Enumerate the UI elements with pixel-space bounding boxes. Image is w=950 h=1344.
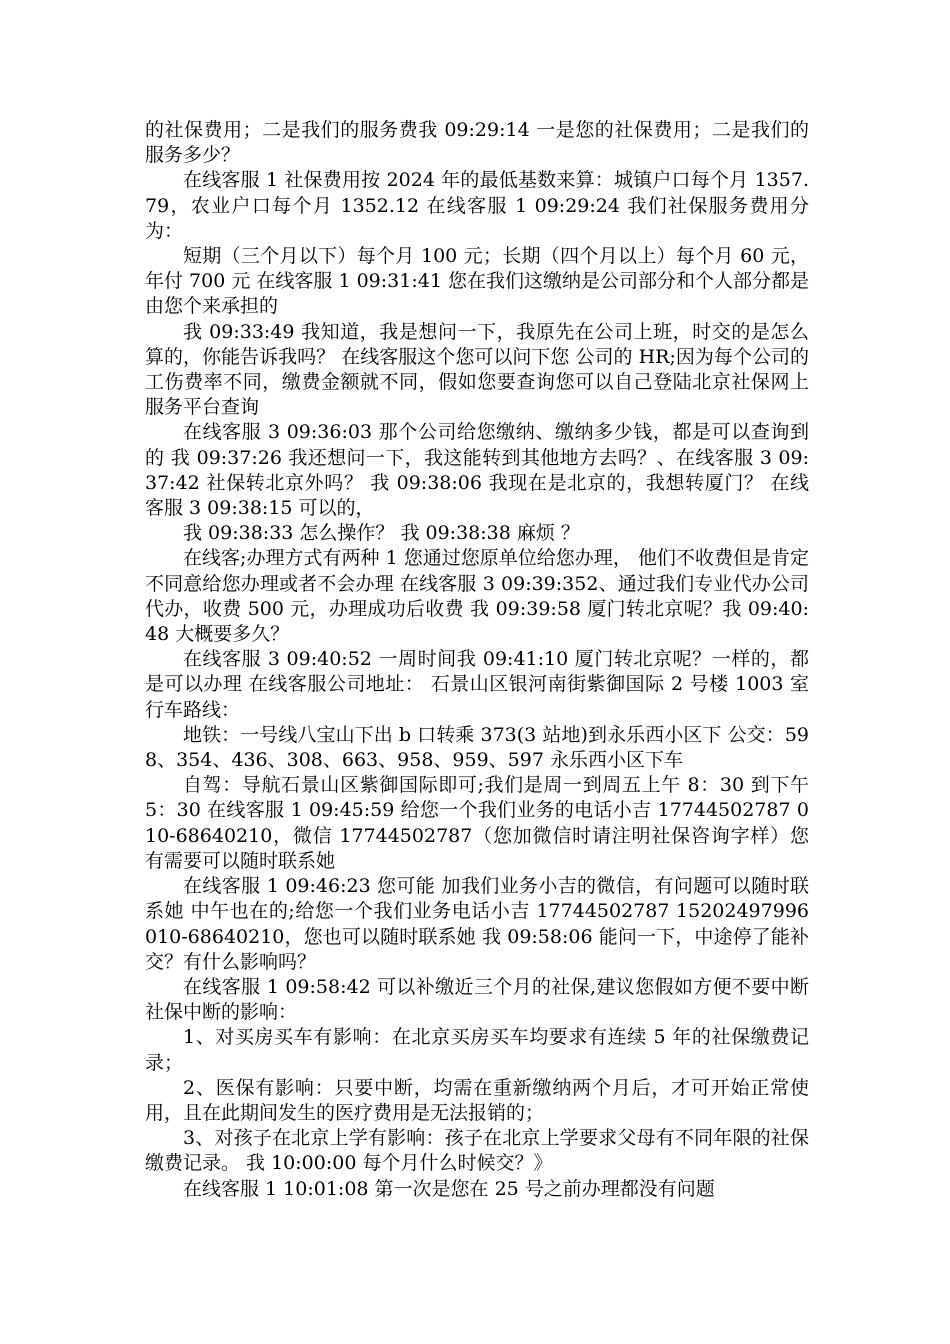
paragraph: 2、医保有影响：只要中断，均需在重新缴纳两个月后，才可开始正常使用，且在此期间发生的医疗费用是无法报销的； <box>145 1076 809 1124</box>
paragraph: 我 09:33:49 我知道，我是想问一下，我原先在公司上班，时交的是怎么算的，你能告诉我吗？ 在线客服这个您可以问下您 公司的 HR;因为每个公司的工伤费率不同，缴费金额就不同，假如您要查询您可以自己登陆北京社保网上服务平台查询 <box>145 320 809 419</box>
paragraph: 在线客服 3 09:36:03 那个公司给您缴纳、缴纳多少钱，都是可以查询到的 我 09:37:26 我还想问一下，我这能转到其他地方去吗？、在线客服 3 09:37:42 社保转北京外吗？ 我 09:38:06 我现在是北京的，我想转厦门？ 在线客服 3 09:38:15 可以的， <box>145 421 809 520</box>
paragraph: 3、对孩子在北京上学有影响：孩子在北京上学要求父母有不同年限的社保缴费记录。 我 10:00:00 每个月什么时候交？》 <box>145 1127 809 1175</box>
paragraph: 在线客服 1 10:01:08 第一次是您在 25 号之前办理都没有问题 <box>183 1177 715 1200</box>
paragraph: 我 09:38:33 怎么操作？ 我 09:38:38 麻烦 ？ <box>183 522 580 545</box>
paragraph: 在线客;办理方式有两种 1 您通过您原单位给您办理， 他们不收费但是肯定不同意给您办理或者不会办理 在线客服 3 09:39:352、通过我们专业代办公司代办，收费 500 元，办理成功后收费 我 09:39:58 厦门转北京呢？我 09:40:48 大概要多久？ <box>145 547 809 646</box>
paragraph: 在线客服 1 09:58:42 可以补缴近三个月的社保,建议您假如方便不要中断 社保中断的影响： <box>145 975 809 1024</box>
paragraph: 地铁：一号线八宝山下出 b 口转乘 373(3 站地)到永乐西小区下 公交：598、354、436、308、663、958、959、597 永乐西小区下车 <box>145 723 809 772</box>
document-body <box>145 118 809 1202</box>
paragraph: 在线客服 1 09:46:23 您可能 加我们业务小吉的微信，有问题可以随时联系她 中午也在的;给您一个我们业务电话小吉 17744502787 15202497996 010-68640210，您也可以随时联系她 我 09:58:06 能问一下，中途停了能补交？有什么影响吗？ <box>145 875 809 973</box>
paragraph: 的社保费用；二是我们的服务费我 09:29:14 一是您的社保费用；二是我们的服务多少？ <box>145 119 809 167</box>
paragraph: 短期（三个月以下）每个月 100 元；长期（四个月以上）每个月 60 元，年付 700 元 在线客服 1 09:31:41 您在我们这缴纳是公司部分和个人部分都是由您个来承担的 <box>145 245 809 318</box>
paragraph: 自驾：导航石景山区紫御国际即可;我们是周一到周五上午 8：30 到下午 5：30 在线客服 1 09:45:59 给您一个我们业务的电话小吉 17744502787 010-68640210，微信 17744502787（您加微信时请注明社保咨询字样）您有需要可以随时联系她 <box>145 774 809 872</box>
paragraph: 在线客服 3 09:40:52 一周时间我 09:41:10 厦门转北京呢？一样的，都是可以办理 在线客服公司地址： 石景山区银河南街紫御国际 2 号楼 1003 室 行车路线： <box>145 648 809 721</box>
paragraph: 在线客服 1 社保费用按 2024 年的最低基数来算：城镇户口每个月 1357.79，农业户口每个月 1352.12 在线客服 1 09:29:24 我们社保服务费用分为： <box>145 169 809 242</box>
paragraph: 1、对买房买车有影响：在北京买房买车均要求有连续 5 年的社保缴费记录； <box>145 1026 809 1074</box>
